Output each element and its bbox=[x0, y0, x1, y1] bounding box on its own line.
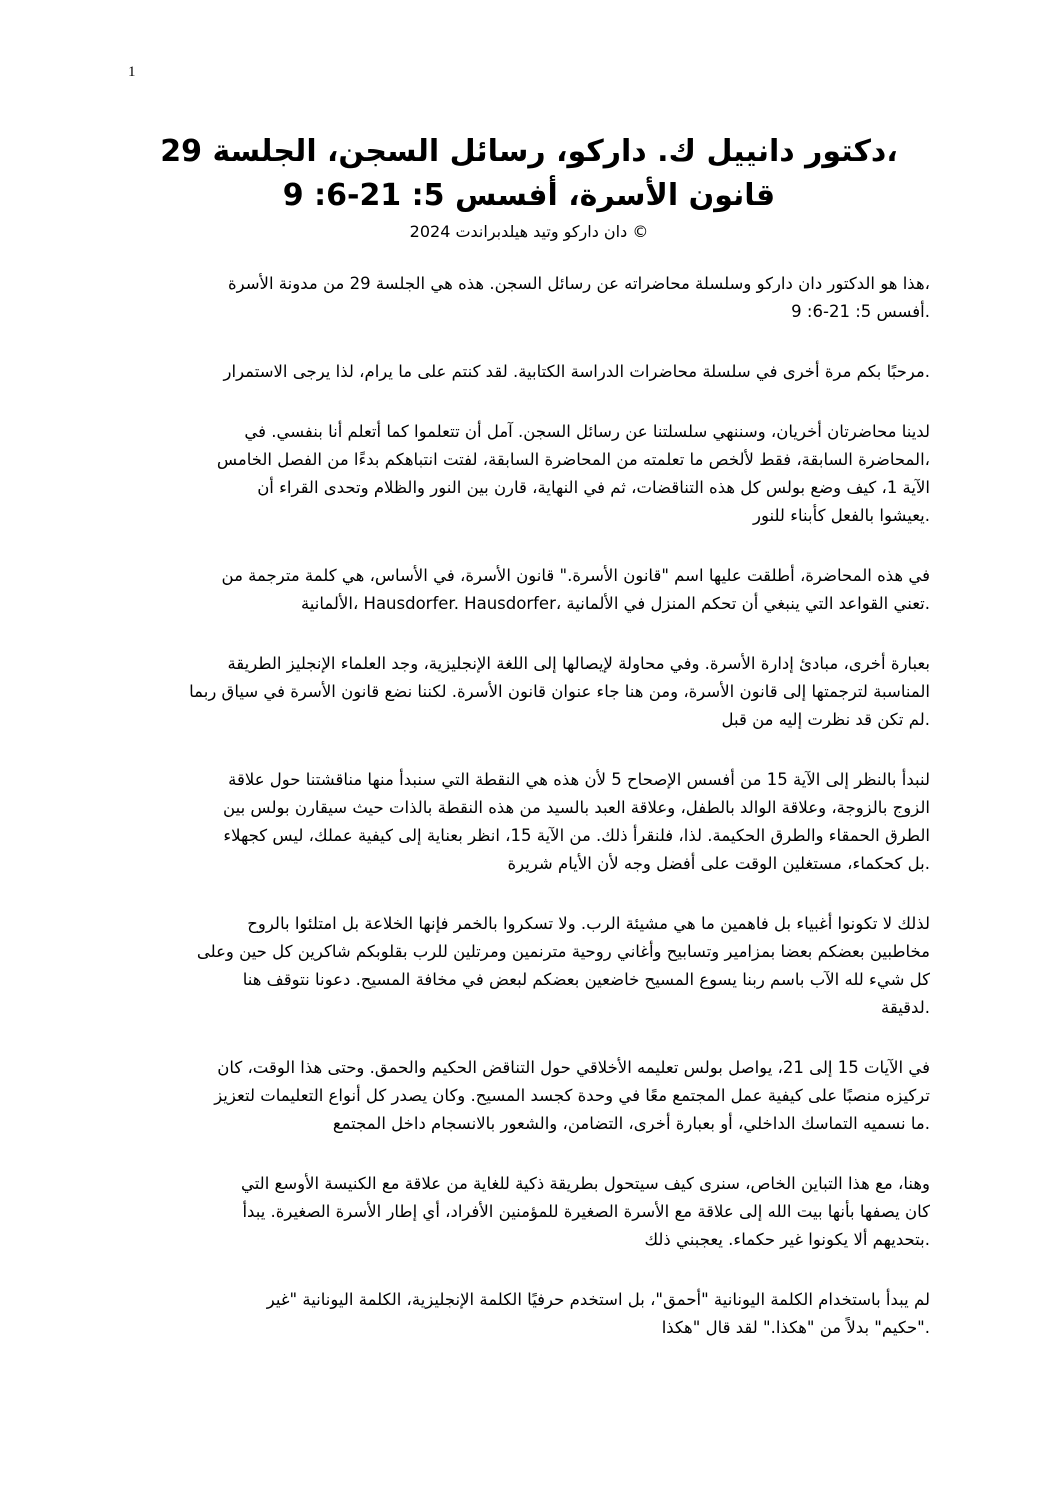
document-title bbox=[100, 130, 958, 244]
paragraph-line: المناسبة لترجمتها إلى قانون الأسرة، ومن هنا جاء عنوان قانون الأسرة. لكننا نضع قانون الأسرة في سياق ربما bbox=[189, 682, 930, 701]
paragraph-line: بل كحكماء، مستغلين الوقت على أفضل وجه لأن الأيام شريرة. bbox=[507, 854, 930, 873]
paragraph-line: بعبارة أخرى، مبادئ إدارة الأسرة. وفي محاولة لإيصالها إلى اللغة الإنجليزية، وجد العلماء الإنجليز الطريقة bbox=[227, 654, 930, 673]
paragraph-line: في الآيات 15 إلى 21، يواصل بولس تعليمه الأخلاقي حول التناقض الحكيم والحمق. وحتى هذا الوقت، كان bbox=[217, 1058, 930, 1077]
paragraph-line: في هذه المحاضرة، أطلقت عليها اسم "قانون الأسرة." قانون الأسرة، في الأساس، هي كلمة مترجمة من bbox=[221, 566, 930, 585]
paragraph bbox=[130, 910, 930, 1022]
paragraph-line: مرحبًا بكم مرة أخرى في سلسلة محاضرات الدراسة الكتابية. لقد كنتم على ما يرام، لذا يرجى الاستمرار. bbox=[223, 362, 930, 381]
paragraph bbox=[130, 766, 930, 878]
paragraph-line: لم يبدأ باستخدام الكلمة اليونانية "أحمق"، بل استخدم حرفيًا الكلمة الإنجليزية، الكلمة اليونانية "غير bbox=[266, 1290, 930, 1309]
paragraph-line: لدينا محاضرتان أخريان، وسننهي سلسلتنا عن رسائل السجن. آمل أن تتعلموا كما أتعلم أنا بنفسي. في bbox=[244, 422, 930, 441]
paragraph bbox=[130, 1286, 930, 1342]
paragraph-line: تركيزه منصبًا على كيفية عمل المجتمع معًا في وحدة كجسد المسيح. وكان يصدر كل أنواع التعليمات لتعزيز bbox=[214, 1086, 930, 1105]
paragraph-line: ما نسميه التماسك الداخلي، أو بعبارة أخرى، التضامن، والشعور بالانسجام داخل المجتمع. bbox=[332, 1114, 930, 1133]
paragraph-line: لذلك لا تكونوا أغبياء بل فاهمين ما هي مشيئة الرب. ولا تسكروا بالخمر فإنها الخلاعة بل امتلئوا بالروح bbox=[247, 914, 930, 933]
paragraph bbox=[130, 562, 930, 618]
paragraph-line: الطرق الحمقاء والطرق الحكيمة. لذا، فلنقرأ ذلك. من الآية 15، انظر بعناية إلى كيفية عملك، ليس كجهلاء bbox=[223, 826, 930, 845]
paragraph-line: أفسس 5: 21-6: 9. bbox=[791, 302, 930, 321]
page-number: 1 bbox=[128, 64, 136, 80]
paragraph bbox=[130, 1054, 930, 1138]
title-line-1: دكتور دانييل ك. داركو، رسائل السجن، الجلسة 29، bbox=[160, 134, 898, 169]
paragraph-line: كان يصفها بأنها بيت الله إلى علاقة مع الأسرة الصغيرة للمؤمنين الأفراد، أي إطار الأسرة الصغيرة. يبدأ bbox=[242, 1202, 930, 1221]
paragraph-line: المحاضرة السابقة، فقط لألخص ما تعلمته من المحاضرة السابقة، لفتت انتباهكم بدءًا من الفصل الخامس، bbox=[216, 450, 930, 469]
paragraph bbox=[130, 418, 930, 530]
copyright-line: دان داركو وتيد هيلدبراندت 2024 © bbox=[409, 222, 649, 241]
paragraph-line: الآية 1، كيف وضع بولس كل هذه التناقضات، ثم في النهاية، قارن بين النور والظلام وتحدى القراء أن bbox=[257, 478, 930, 497]
paragraph bbox=[130, 358, 930, 386]
paragraph bbox=[130, 650, 930, 734]
paragraph-line: مخاطبين بعضكم بعضا بمزامير وتسابيح وأغاني روحية مترنمين ومرتلين للرب بقلوبكم شاكرين كل حين وعلى bbox=[196, 942, 930, 961]
paragraph-line: وهنا، مع هذا التباين الخاص، سنرى كيف سيتحول بطريقة ذكية للغاية من علاقة مع الكنيسة الأوسع التي bbox=[240, 1174, 930, 1193]
paragraph-line: كل شيء لله الآب باسم ربنا يسوع المسيح خاضعين بعضكم لبعض في مخافة المسيح. دعونا نتوقف هنا bbox=[242, 970, 930, 989]
title-line-2: قانون الأسرة، أفسس 5: 21-6: 9 bbox=[282, 178, 776, 213]
paragraph-line: يعيشوا بالفعل كأبناء للنور. bbox=[753, 506, 930, 525]
document-body bbox=[130, 270, 930, 1374]
paragraph-line: لم تكن قد نظرت إليه من قبل. bbox=[721, 710, 930, 729]
paragraph bbox=[130, 270, 930, 326]
paragraph bbox=[130, 1170, 930, 1254]
paragraph-line: الألمانية، Hausdorfer. Hausdorfer، تعني القواعد التي ينبغي أن تحكم المنزل في الألمانية. bbox=[300, 594, 930, 613]
paragraph-line: بتحديهم ألا يكونوا غير حكماء. يعجبني ذلك. bbox=[644, 1230, 930, 1249]
paragraph-line: حكيم" بدلاً من "هكذا." لقد قال "هكذا". bbox=[661, 1318, 930, 1337]
paragraph-line: هذا هو الدكتور دان داركو وسلسلة محاضراته عن رسائل السجن. هذه هي الجلسة 29 من مدونة الأسرة، bbox=[227, 274, 930, 293]
paragraph-line: لنبدأ بالنظر إلى الآية 15 من أفسس الإصحاح 5 لأن هذه هي النقطة التي سنبدأ منها مناقشتنا حول علاقة bbox=[228, 770, 930, 789]
paragraph-line: لدقيقة. bbox=[881, 998, 930, 1017]
paragraph-line: الزوج بالزوجة، وعلاقة الوالد بالطفل، وعلاقة العبد بالسيد من هذه النقطة بالذات حيث سيقارن بولس بين bbox=[223, 798, 930, 817]
